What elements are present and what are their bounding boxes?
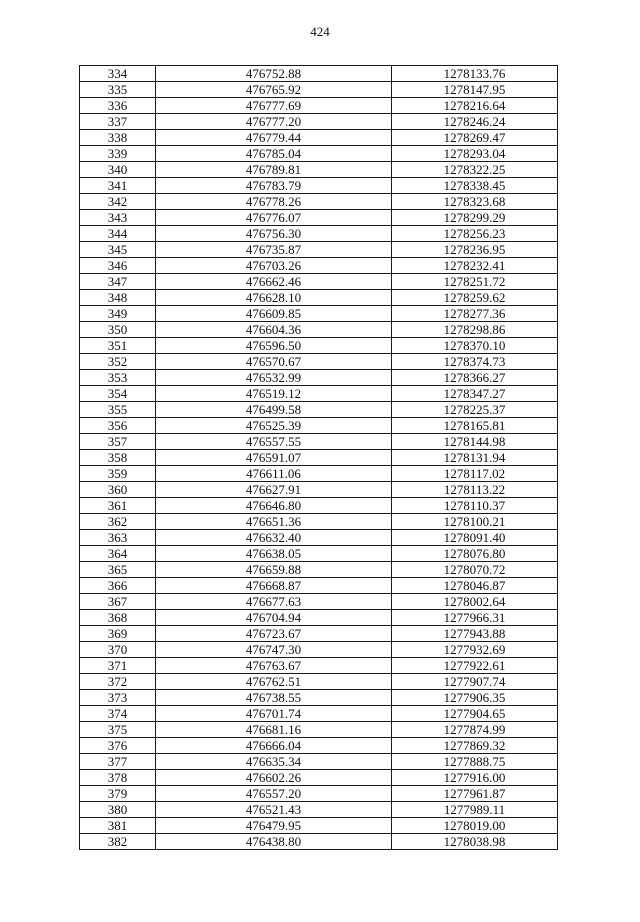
- x-coordinate-cell: 476703.26: [156, 258, 392, 274]
- point-number-cell: 363: [80, 530, 156, 546]
- x-coordinate-cell: 476677.63: [156, 594, 392, 610]
- coordinates-table: [79, 65, 558, 850]
- table-row: [80, 610, 558, 626]
- point-number-cell: 357: [80, 434, 156, 450]
- point-number-cell: 359: [80, 466, 156, 482]
- table-row: [80, 482, 558, 498]
- y-coordinate-cell: 1278019.00: [392, 818, 558, 834]
- y-coordinate-cell: 1277869.32: [392, 738, 558, 754]
- table-row: [80, 322, 558, 338]
- y-coordinate-cell: 1278110.37: [392, 498, 558, 514]
- table-row: [80, 258, 558, 274]
- table-row: [80, 546, 558, 562]
- point-number-cell: 345: [80, 242, 156, 258]
- y-coordinate-cell: 1277888.75: [392, 754, 558, 770]
- y-coordinate-cell: 1277906.35: [392, 690, 558, 706]
- table-row: [80, 466, 558, 482]
- point-number-cell: 361: [80, 498, 156, 514]
- point-number-cell: 344: [80, 226, 156, 242]
- x-coordinate-cell: 476747.30: [156, 642, 392, 658]
- y-coordinate-cell: 1278323.68: [392, 194, 558, 210]
- y-coordinate-cell: 1278133.76: [392, 66, 558, 82]
- table-row: [80, 370, 558, 386]
- x-coordinate-cell: 476479.95: [156, 818, 392, 834]
- y-coordinate-cell: 1277922.61: [392, 658, 558, 674]
- point-number-cell: 362: [80, 514, 156, 530]
- point-number-cell: 348: [80, 290, 156, 306]
- point-number-cell: 372: [80, 674, 156, 690]
- x-coordinate-cell: 476627.91: [156, 482, 392, 498]
- point-number-cell: 335: [80, 82, 156, 98]
- y-coordinate-cell: 1277989.11: [392, 802, 558, 818]
- table-row: [80, 770, 558, 786]
- table-row: [80, 706, 558, 722]
- x-coordinate-cell: 476604.36: [156, 322, 392, 338]
- y-coordinate-cell: 1278076.80: [392, 546, 558, 562]
- y-coordinate-cell: 1278113.22: [392, 482, 558, 498]
- x-coordinate-cell: 476704.94: [156, 610, 392, 626]
- y-coordinate-cell: 1277907.74: [392, 674, 558, 690]
- y-coordinate-cell: 1278277.36: [392, 306, 558, 322]
- table-row: [80, 578, 558, 594]
- y-coordinate-cell: 1278322.25: [392, 162, 558, 178]
- y-coordinate-cell: 1278347.27: [392, 386, 558, 402]
- table-row: [80, 514, 558, 530]
- x-coordinate-cell: 476521.43: [156, 802, 392, 818]
- x-coordinate-cell: 476499.58: [156, 402, 392, 418]
- table-row: [80, 146, 558, 162]
- table-row: [80, 658, 558, 674]
- x-coordinate-cell: 476765.92: [156, 82, 392, 98]
- y-coordinate-cell: 1278232.41: [392, 258, 558, 274]
- y-coordinate-cell: 1278293.04: [392, 146, 558, 162]
- table-row: [80, 642, 558, 658]
- point-number-cell: 349: [80, 306, 156, 322]
- table-row: [80, 434, 558, 450]
- point-number-cell: 347: [80, 274, 156, 290]
- table-row: [80, 834, 558, 850]
- table-row: [80, 818, 558, 834]
- point-number-cell: 381: [80, 818, 156, 834]
- point-number-cell: 337: [80, 114, 156, 130]
- point-number-cell: 338: [80, 130, 156, 146]
- point-number-cell: 367: [80, 594, 156, 610]
- point-number-cell: 369: [80, 626, 156, 642]
- x-coordinate-cell: 476611.06: [156, 466, 392, 482]
- y-coordinate-cell: 1278256.23: [392, 226, 558, 242]
- point-number-cell: 351: [80, 338, 156, 354]
- x-coordinate-cell: 476596.50: [156, 338, 392, 354]
- point-number-cell: 365: [80, 562, 156, 578]
- y-coordinate-cell: 1278246.24: [392, 114, 558, 130]
- point-number-cell: 382: [80, 834, 156, 850]
- x-coordinate-cell: 476609.85: [156, 306, 392, 322]
- page-number: 424: [310, 24, 330, 39]
- point-number-cell: 376: [80, 738, 156, 754]
- x-coordinate-cell: 476668.87: [156, 578, 392, 594]
- table-row: [80, 114, 558, 130]
- x-coordinate-cell: 476519.12: [156, 386, 392, 402]
- point-number-cell: 378: [80, 770, 156, 786]
- y-coordinate-cell: 1278117.02: [392, 466, 558, 482]
- point-number-cell: 375: [80, 722, 156, 738]
- x-coordinate-cell: 476557.55: [156, 434, 392, 450]
- x-coordinate-cell: 476651.36: [156, 514, 392, 530]
- table-row: [80, 306, 558, 322]
- table-row: [80, 674, 558, 690]
- x-coordinate-cell: 476602.26: [156, 770, 392, 786]
- table-row: [80, 66, 558, 82]
- table-row: [80, 690, 558, 706]
- y-coordinate-cell: 1278038.98: [392, 834, 558, 850]
- table-row: [80, 194, 558, 210]
- table-row: [80, 626, 558, 642]
- point-number-cell: 341: [80, 178, 156, 194]
- point-number-cell: 366: [80, 578, 156, 594]
- table-row: [80, 530, 558, 546]
- y-coordinate-cell: 1278165.81: [392, 418, 558, 434]
- x-coordinate-cell: 476557.20: [156, 786, 392, 802]
- y-coordinate-cell: 1278070.72: [392, 562, 558, 578]
- table-row: [80, 226, 558, 242]
- x-coordinate-cell: 476778.26: [156, 194, 392, 210]
- table-row: [80, 242, 558, 258]
- table-row: [80, 450, 558, 466]
- y-coordinate-cell: 1277932.69: [392, 642, 558, 658]
- table-row: [80, 338, 558, 354]
- x-coordinate-cell: 476638.05: [156, 546, 392, 562]
- point-number-cell: 354: [80, 386, 156, 402]
- point-number-cell: 358: [80, 450, 156, 466]
- point-number-cell: 374: [80, 706, 156, 722]
- point-number-cell: 364: [80, 546, 156, 562]
- point-number-cell: 373: [80, 690, 156, 706]
- y-coordinate-cell: 1278259.62: [392, 290, 558, 306]
- point-number-cell: 355: [80, 402, 156, 418]
- table-row: [80, 178, 558, 194]
- x-coordinate-cell: 476681.16: [156, 722, 392, 738]
- table-row: [80, 498, 558, 514]
- y-coordinate-cell: 1277916.00: [392, 770, 558, 786]
- y-coordinate-cell: 1278147.95: [392, 82, 558, 98]
- y-coordinate-cell: 1277874.99: [392, 722, 558, 738]
- x-coordinate-cell: 476438.80: [156, 834, 392, 850]
- y-coordinate-cell: 1278366.27: [392, 370, 558, 386]
- y-coordinate-cell: 1278298.86: [392, 322, 558, 338]
- point-number-cell: 343: [80, 210, 156, 226]
- x-coordinate-cell: 476701.74: [156, 706, 392, 722]
- point-number-cell: 380: [80, 802, 156, 818]
- y-coordinate-cell: 1278251.72: [392, 274, 558, 290]
- x-coordinate-cell: 476752.88: [156, 66, 392, 82]
- point-number-cell: 350: [80, 322, 156, 338]
- point-number-cell: 379: [80, 786, 156, 802]
- x-coordinate-cell: 476777.69: [156, 98, 392, 114]
- y-coordinate-cell: 1277966.31: [392, 610, 558, 626]
- point-number-cell: 339: [80, 146, 156, 162]
- y-coordinate-cell: 1278002.64: [392, 594, 558, 610]
- y-coordinate-cell: 1278100.21: [392, 514, 558, 530]
- table-row: [80, 802, 558, 818]
- point-number-cell: 370: [80, 642, 156, 658]
- table-row: [80, 130, 558, 146]
- y-coordinate-cell: 1278046.87: [392, 578, 558, 594]
- table-row: [80, 82, 558, 98]
- table-row: [80, 162, 558, 178]
- table-row: [80, 722, 558, 738]
- table-row: [80, 354, 558, 370]
- x-coordinate-cell: 476632.40: [156, 530, 392, 546]
- y-coordinate-cell: 1278338.45: [392, 178, 558, 194]
- table-row: [80, 402, 558, 418]
- point-number-cell: 340: [80, 162, 156, 178]
- point-number-cell: 353: [80, 370, 156, 386]
- x-coordinate-cell: 476738.55: [156, 690, 392, 706]
- y-coordinate-cell: 1278370.10: [392, 338, 558, 354]
- y-coordinate-cell: 1277904.65: [392, 706, 558, 722]
- table-row: [80, 594, 558, 610]
- x-coordinate-cell: 476628.10: [156, 290, 392, 306]
- table-row: [80, 274, 558, 290]
- x-coordinate-cell: 476525.39: [156, 418, 392, 434]
- coordinates-table-body: [80, 66, 558, 850]
- table-row: [80, 418, 558, 434]
- y-coordinate-cell: 1278269.47: [392, 130, 558, 146]
- x-coordinate-cell: 476777.20: [156, 114, 392, 130]
- y-coordinate-cell: 1278236.95: [392, 242, 558, 258]
- x-coordinate-cell: 476591.07: [156, 450, 392, 466]
- table-row: [80, 290, 558, 306]
- y-coordinate-cell: 1278131.94: [392, 450, 558, 466]
- point-number-cell: 346: [80, 258, 156, 274]
- point-number-cell: 377: [80, 754, 156, 770]
- x-coordinate-cell: 476659.88: [156, 562, 392, 578]
- x-coordinate-cell: 476779.44: [156, 130, 392, 146]
- x-coordinate-cell: 476783.79: [156, 178, 392, 194]
- x-coordinate-cell: 476570.67: [156, 354, 392, 370]
- x-coordinate-cell: 476666.04: [156, 738, 392, 754]
- y-coordinate-cell: 1278225.37: [392, 402, 558, 418]
- x-coordinate-cell: 476756.30: [156, 226, 392, 242]
- x-coordinate-cell: 476532.99: [156, 370, 392, 386]
- y-coordinate-cell: 1278091.40: [392, 530, 558, 546]
- point-number-cell: 336: [80, 98, 156, 114]
- y-coordinate-cell: 1278144.98: [392, 434, 558, 450]
- point-number-cell: 368: [80, 610, 156, 626]
- y-coordinate-cell: 1278216.64: [392, 98, 558, 114]
- x-coordinate-cell: 476662.46: [156, 274, 392, 290]
- table-row: [80, 738, 558, 754]
- y-coordinate-cell: 1277961.87: [392, 786, 558, 802]
- x-coordinate-cell: 476635.34: [156, 754, 392, 770]
- x-coordinate-cell: 476776.07: [156, 210, 392, 226]
- x-coordinate-cell: 476735.87: [156, 242, 392, 258]
- point-number-cell: 334: [80, 66, 156, 82]
- table-row: [80, 786, 558, 802]
- point-number-cell: 352: [80, 354, 156, 370]
- table-row: [80, 210, 558, 226]
- x-coordinate-cell: 476723.67: [156, 626, 392, 642]
- table-row: [80, 754, 558, 770]
- table-row: [80, 562, 558, 578]
- y-coordinate-cell: 1278374.73: [392, 354, 558, 370]
- x-coordinate-cell: 476763.67: [156, 658, 392, 674]
- x-coordinate-cell: 476789.81: [156, 162, 392, 178]
- point-number-cell: 342: [80, 194, 156, 210]
- y-coordinate-cell: 1277943.88: [392, 626, 558, 642]
- x-coordinate-cell: 476646.80: [156, 498, 392, 514]
- y-coordinate-cell: 1278299.29: [392, 210, 558, 226]
- table-row: [80, 386, 558, 402]
- x-coordinate-cell: 476762.51: [156, 674, 392, 690]
- point-number-cell: 371: [80, 658, 156, 674]
- point-number-cell: 360: [80, 482, 156, 498]
- table-row: [80, 98, 558, 114]
- x-coordinate-cell: 476785.04: [156, 146, 392, 162]
- point-number-cell: 356: [80, 418, 156, 434]
